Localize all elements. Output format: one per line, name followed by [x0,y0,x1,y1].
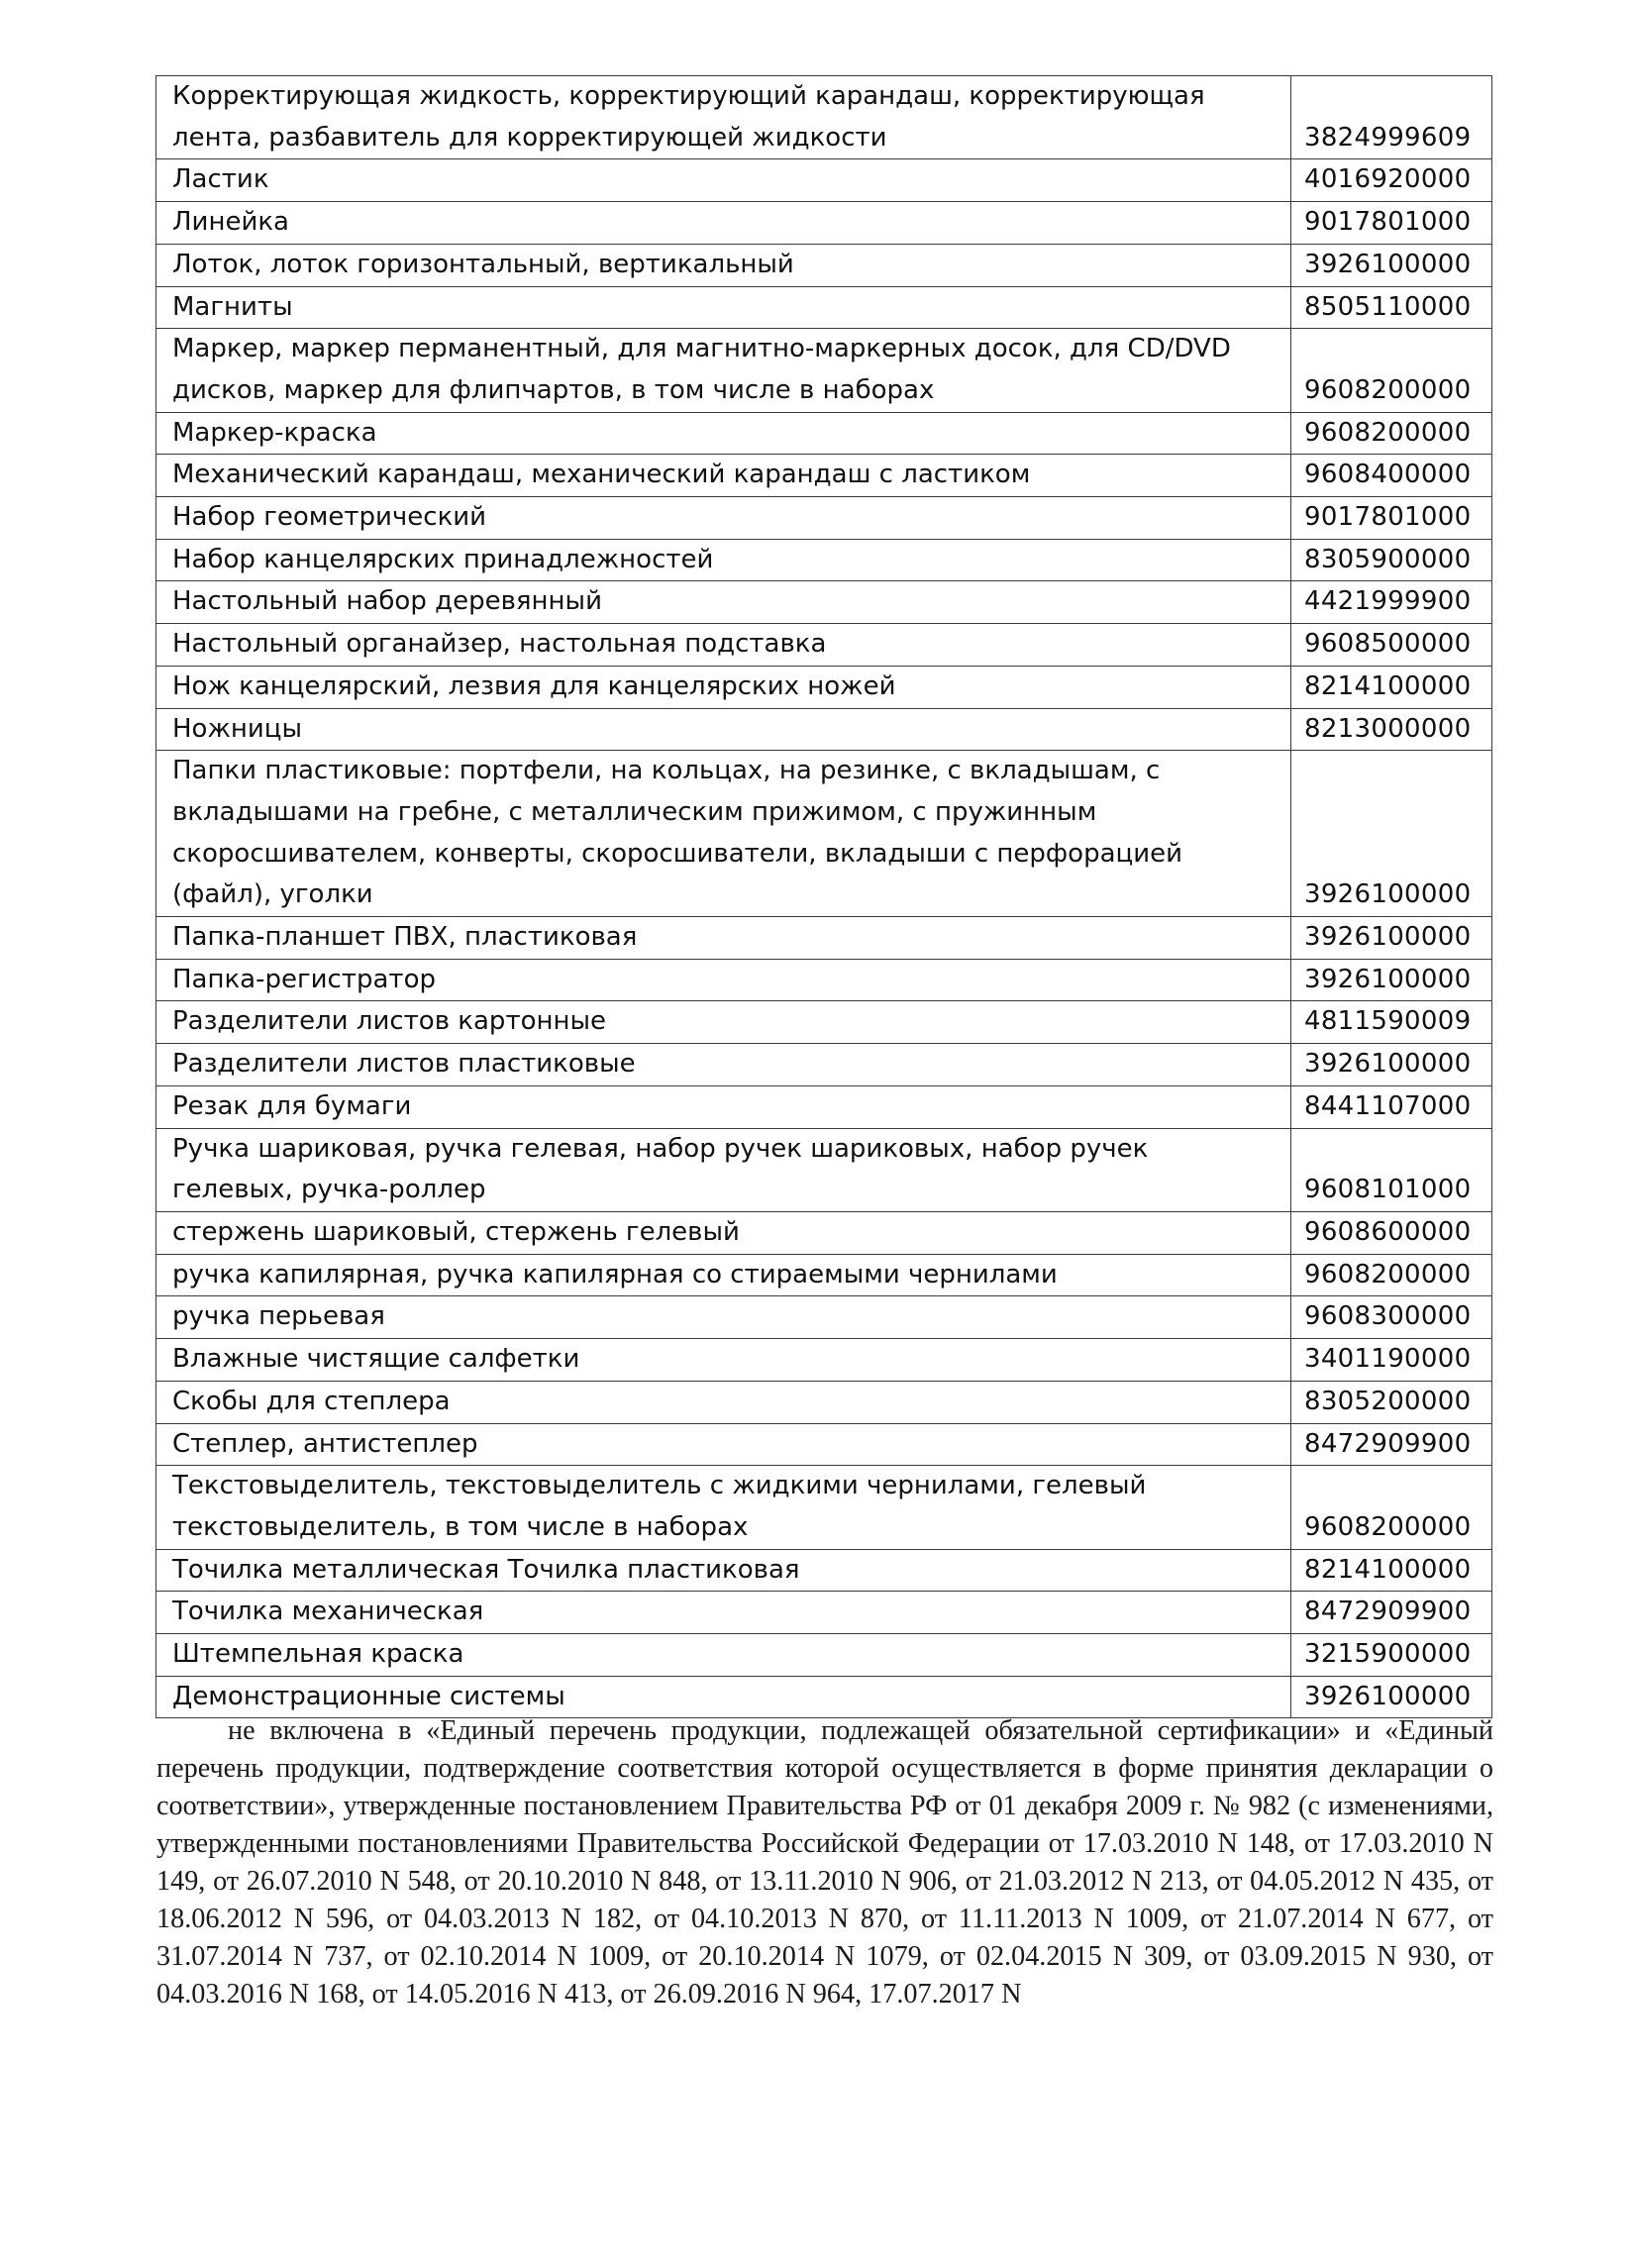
table-row [156,76,1492,159]
product-name-cell: Корректирующая жидкость, корректирующий карандаш, корректирующая лента, разбавитель для корректирующей жидкости [156,76,1291,159]
product-code-cell: 9608500000 [1291,624,1492,667]
product-name-cell: Папка-планшет ПВХ, пластиковая [156,917,1291,960]
product-name-cell: Папки пластиковые: портфели, на кольцах, на резинке, с вкладышам, с вкладышами на гребне, с металлическим прижимом, с пружинным скоросшивателем, конверты, скоросшиватели, вкладыши с перфорацией (файл), уголки [156,751,1291,917]
product-code-cell: 8441107000 [1291,1085,1492,1128]
table-row [156,202,1492,245]
table-row [156,244,1492,286]
product-name-cell: Ластик [156,159,1291,202]
product-name-cell: Папка-регистратор [156,959,1291,1001]
product-code-table [155,75,1492,1718]
product-name-cell: Маркер-краска [156,412,1291,455]
product-code-cell: 4016920000 [1291,159,1492,202]
product-code-cell: 8214100000 [1291,666,1492,708]
product-code-cell: 8305200000 [1291,1381,1492,1423]
product-name-cell: Ножницы [156,708,1291,751]
product-code-cell: 3926100000 [1291,959,1492,1001]
table-row [156,1044,1492,1086]
table-row [156,959,1492,1001]
product-name-cell: Разделители листов пластиковые [156,1044,1291,1086]
product-code-cell: 3401190000 [1291,1339,1492,1382]
table-row [156,1381,1492,1423]
product-code-cell: 3926100000 [1291,1044,1492,1086]
table-row [156,1549,1492,1592]
product-code-cell: 8213000000 [1291,708,1492,751]
product-code-table-body [156,76,1492,1718]
table-row [156,455,1492,497]
table-row [156,329,1492,412]
table-row [156,1211,1492,1254]
product-name-cell: Механический карандаш, механический карандаш с ластиком [156,455,1291,497]
product-name-cell: Текстовыделитель, текстовыделитель с жидкими чернилами, гелевый текстовыделитель, в том числе в наборах [156,1466,1291,1549]
product-name-cell: ручка перьевая [156,1296,1291,1339]
product-name-cell: Разделители листов картонные [156,1001,1291,1044]
product-name-cell: Степлер, антистеплер [156,1423,1291,1466]
table-row [156,708,1492,751]
product-code-cell: 9017801000 [1291,202,1492,245]
product-name-cell: Набор канцелярских принадлежностей [156,539,1291,581]
table-row [156,1634,1492,1677]
product-code-cell: 9017801000 [1291,497,1492,540]
product-name-cell: Настольный органайзер, настольная подставка [156,624,1291,667]
product-name-cell: ручка капилярная, ручка капилярная со стираемыми чернилами [156,1254,1291,1296]
product-name-cell: Точилка металлическая Точилка пластиковая [156,1549,1291,1592]
product-code-cell: 3926100000 [1291,1676,1492,1718]
product-name-cell: Маркер, маркер перманентный, для магнитно-маркерных досок, для CD/DVD дисков, маркер для флипчартов, в том числе в наборах [156,329,1291,412]
product-code-cell: 3926100000 [1291,751,1492,917]
product-code-cell: 8472909900 [1291,1423,1492,1466]
table-row [156,1592,1492,1634]
table-row [156,286,1492,329]
table-row [156,1423,1492,1466]
product-name-cell: стержень шариковый, стержень гелевый [156,1211,1291,1254]
table-row [156,1085,1492,1128]
product-code-cell: 9608200000 [1291,1466,1492,1549]
product-code-cell: 9608200000 [1291,1254,1492,1296]
table-row [156,159,1492,202]
product-name-cell: Набор геометрический [156,497,1291,540]
product-name-cell: Нож канцелярский, лезвия для канцелярских ножей [156,666,1291,708]
product-name-cell: Штемпельная краска [156,1634,1291,1677]
product-code-cell: 4421999900 [1291,581,1492,624]
body-paragraph [156,1712,1493,2013]
table-row [156,917,1492,960]
product-code-cell: 9608101000 [1291,1128,1492,1211]
table-row [156,412,1492,455]
table-row [156,497,1492,540]
product-code-cell: 9608600000 [1291,1211,1492,1254]
product-code-cell: 9608200000 [1291,329,1492,412]
product-code-cell: 9608300000 [1291,1296,1492,1339]
paragraph-text: не включена в «Единый перечень продукции, подлежащей обязательной сертификации» и «Единый перечень продукции, подтверждение соответствия которой осуществляется в форме принятия декларации о соответствии», утвержденные постановлением Правительства РФ от 01 декабря 2009 г. № 982 (с изменениями, утвержденными постановлениями Правительства Российской Федерации от 17.03.2010 N 148, от 17.03.2010 N 149, от 26.07.2010 N 548, от 20.10.2010 N 848, от 13.11.2010 N 906, от 21.03.2012 N 213, от 04.05.2012 N 435, от 18.06.2012 N 596, от 04.03.2013 N 182, от 04.10.2013 N 870, от 11.11.2013 N 1009, от 21.07.2014 N 677, от 31.07.2014 N 737, от 02.10.2014 N 1009, от 20.10.2014 N 1079, от 02.04.2015 N 309, от 03.09.2015 N 930, от 04.03.2016 N 168, от 14.05.2016 N 413, от 26.09.2016 N 964, 17.07.2017 N [156,1715,1493,2010]
product-name-cell: Скобы для степлера [156,1381,1291,1423]
table-row [156,1128,1492,1211]
table-row [156,751,1492,917]
product-code-cell: 9608400000 [1291,455,1492,497]
product-code-cell: 3824999609 [1291,76,1492,159]
table-row [156,539,1492,581]
product-code-cell: 8305900000 [1291,539,1492,581]
product-name-cell: Магниты [156,286,1291,329]
product-name-cell: Резак для бумаги [156,1085,1291,1128]
table-row [156,581,1492,624]
table-row [156,1254,1492,1296]
product-name-cell: Лоток, лоток горизонтальный, вертикальный [156,244,1291,286]
table-row [156,1296,1492,1339]
product-code-cell: 4811590009 [1291,1001,1492,1044]
product-code-cell: 3215900000 [1291,1634,1492,1677]
product-code-cell: 8472909900 [1291,1592,1492,1634]
table-row [156,1001,1492,1044]
product-code-cell: 8214100000 [1291,1549,1492,1592]
table-row [156,1466,1492,1549]
product-name-cell: Настольный набор деревянный [156,581,1291,624]
table-row [156,624,1492,667]
product-code-cell: 9608200000 [1291,412,1492,455]
product-name-cell: Линейка [156,202,1291,245]
product-code-cell: 3926100000 [1291,244,1492,286]
product-code-cell: 3926100000 [1291,917,1492,960]
product-name-cell: Ручка шариковая, ручка гелевая, набор ручек шариковых, набор ручек гелевых, ручка-роллер [156,1128,1291,1211]
product-name-cell: Демонстрационные системы [156,1676,1291,1718]
product-code-cell: 8505110000 [1291,286,1492,329]
product-name-cell: Влажные чистящие салфетки [156,1339,1291,1382]
table-row [156,666,1492,708]
table-row [156,1339,1492,1382]
product-name-cell: Точилка механическая [156,1592,1291,1634]
